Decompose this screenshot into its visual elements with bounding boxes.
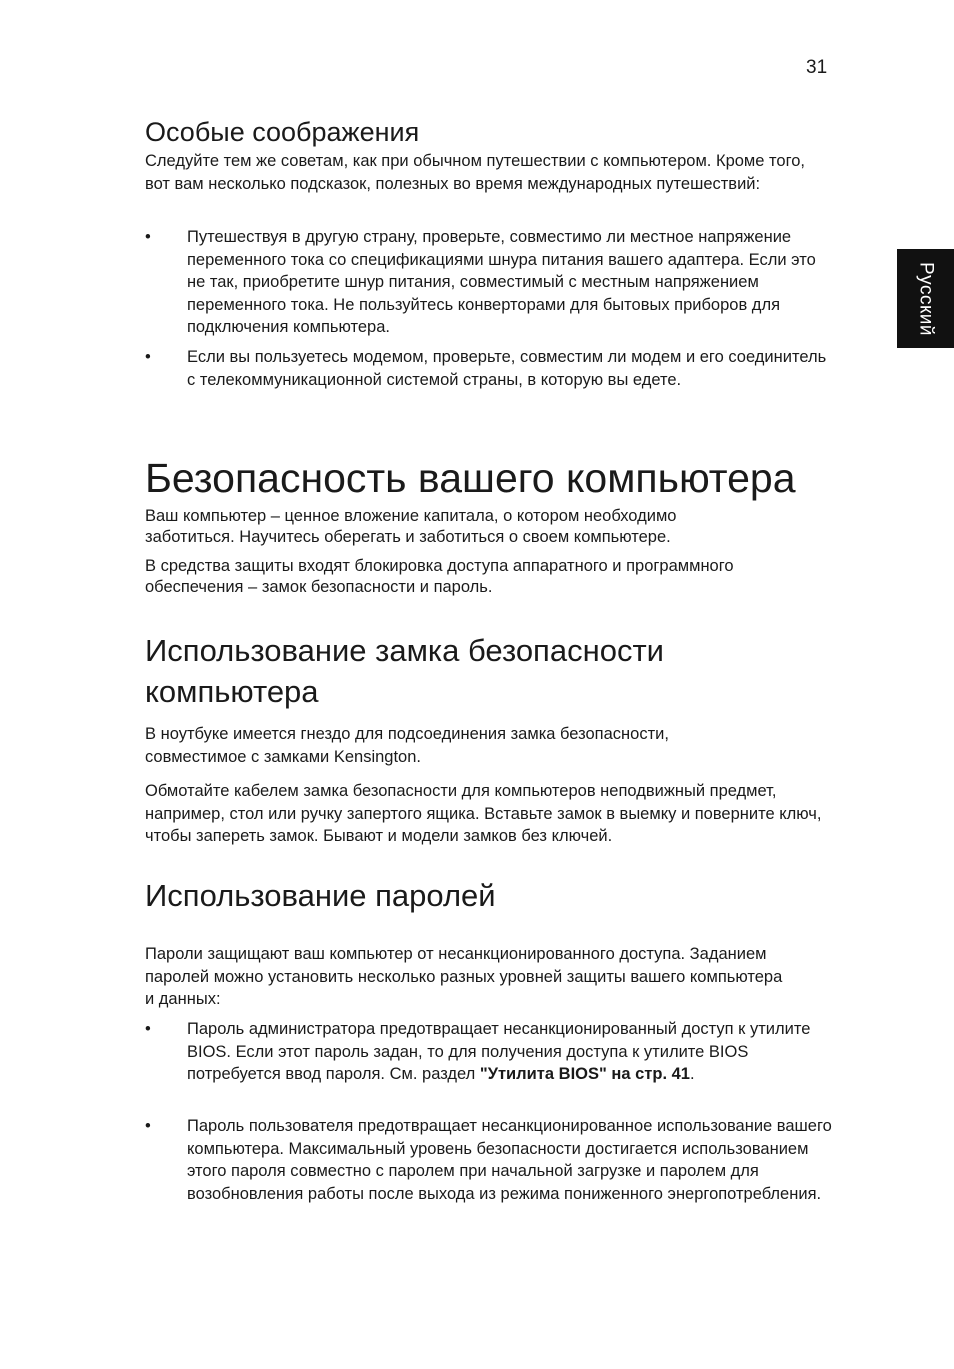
security-heading: Безопасность вашего компьютера [145, 455, 796, 501]
special-considerations-intro-block [145, 150, 825, 195]
list-item [145, 1115, 833, 1205]
passwords-bullet-2 [145, 1115, 833, 1205]
security-para2-block [145, 556, 825, 598]
security-paragraph-2: В средства защиты входят блокировка доступа аппаратного и программного обеспечения – замок безопасности и пароль. [145, 557, 734, 596]
language-side-tab [897, 249, 954, 348]
special-considerations-heading: Особые соображения [145, 117, 420, 147]
travel-bullet-list-2 [145, 346, 833, 391]
bios-utility-reference-link[interactable]: "Утилита BIOS" на стр. 41 [479, 1065, 690, 1084]
lock-paragraph-2: Обмотайте кабелем замка безопасности для компьютеров неподвижный предмет, например, стол или ручку запертого ящика. Вставьте замок в выемку и поверните ключ, чтобы запереть замок. Бывают и модели замков без ключей. [145, 782, 822, 846]
list-item-end: . [689, 1065, 695, 1084]
security-paragraph-1: Ваш компьютер – ценное вложение капитала, о котором необходимо заботиться. Научитесь оберегать и заботиться о своем компьютере. [145, 507, 677, 546]
list-item-text: Пароль пользователя предотвращает несанкционированное использование вашего компьютера. Максимальный уровень безопасности достигается использованием этого пароля совместно с паролем при начальной загрузке и паролем для возобновления работы после выхода из режима пониженного энергопотребления. [187, 1117, 832, 1203]
lock-section [145, 630, 745, 712]
passwords-section [145, 875, 833, 916]
security-para1-block [145, 506, 765, 548]
bullet-icon: • [145, 1020, 151, 1038]
security-section [145, 454, 833, 502]
travel-bullet-list [145, 226, 833, 339]
list-item-text: Если вы пользуетесь модемом, проверьте, совместим ли модем и его соединитель с телекоммуникационной системой страны, в которую вы едете. [187, 348, 827, 389]
passwords-intro: Пароли защищают ваш компьютер от несанкционированного доступа. Заданием паролей можно установить несколько разных уровней защиты вашего компьютера и данных: [145, 945, 783, 1009]
passwords-bullet-1 [145, 1018, 833, 1086]
special-considerations-intro: Следуйте тем же советам, как при обычном путешествии с компьютером. Кроме того, вот вам несколько подсказок, полезных во время международных путешествий: [145, 152, 805, 193]
lock-para2-block [145, 780, 833, 848]
list-item-text: Путешествуя в другую страну, проверьте, совместимо ли местное напряжение переменного тока со спецификациями шнура питания вашего адаптера. Если это не так, приобретите шнур питания, совместимый с местным напряжением переменного тока. Не пользуйтесь конверторами для бытовых приборов для подключения компьютера. [187, 228, 816, 337]
lock-heading: Использование замка безопасности компьютера [145, 633, 664, 709]
bullet-icon: • [145, 348, 151, 366]
bullet-icon: • [145, 228, 151, 246]
lock-paragraph-1: В ноутбуке имеется гнездо для подсоединения замка безопасности, совместимое с замками Kensington. [145, 725, 669, 766]
list-item [145, 226, 833, 339]
passwords-intro-block [145, 943, 785, 1011]
list-item-text: Пароль администратора предотвращает несанкционированный доступ к утилите BIOS. Если этот пароль задан, то для получения доступа к утилите BIOS потребуется ввод пароля. См. раздел [187, 1020, 811, 1084]
page-number: 31 [806, 57, 828, 78]
passwords-heading: Использование паролей [145, 878, 496, 913]
list-item [145, 1018, 833, 1086]
list-item [145, 346, 833, 391]
language-side-tab-label: Русский [915, 261, 937, 336]
bullet-icon: • [145, 1117, 151, 1135]
special-considerations-section [145, 116, 833, 148]
lock-para1-block [145, 723, 745, 768]
